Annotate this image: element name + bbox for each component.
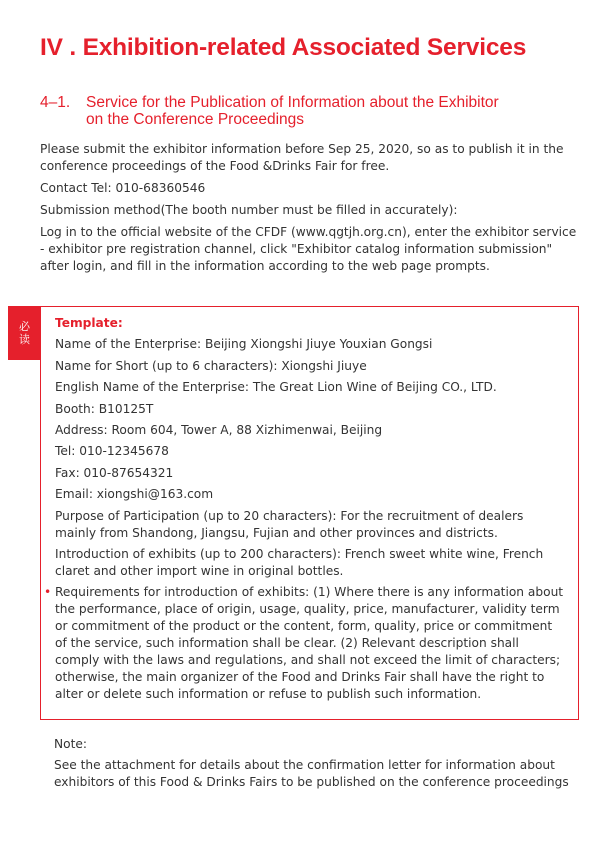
template-line: Email: xiongshi@163.com bbox=[55, 487, 214, 502]
section-title-line1 bbox=[40, 94, 580, 111]
section-title-line2: on the Conference Proceedings bbox=[86, 111, 305, 128]
section-title-text: Service for the Publication of Information about the Exhibitor bbox=[86, 94, 499, 111]
template-line: Name for Short (up to 6 characters): Xiongshi Jiuye bbox=[55, 358, 367, 373]
template-line: Address: Room 604, Tower A, 88 Xizhimenwai, Beijing bbox=[55, 422, 383, 437]
section-title bbox=[40, 94, 580, 128]
template-line: Fax: 010-87654321 bbox=[55, 465, 174, 480]
template-line: Name of the Enterprise: Beijing Xiongshi Jiuye Youxian Gongsi bbox=[55, 337, 433, 352]
requirements-paragraph bbox=[44, 584, 567, 703]
note-text: See the attachment for details about the confirmation letter for information about exhibitors of this Food & Drinks Fairs to be published on the conference proceedings bbox=[54, 758, 569, 789]
template-line: Booth: B10125T bbox=[55, 401, 154, 416]
submission-instructions: Log in to the official website of the CFDF (www.qgtjh.org.cn), enter the exhibitor service - exhibitor pre registration channel, click "Exhibitor catalog information submission" after login, and fill in the information according to the web page prompts. bbox=[40, 225, 577, 273]
page-heading: IV . Exhibition-related Associated Services bbox=[40, 34, 527, 61]
contact-tel: Contact Tel: 010-68360546 bbox=[40, 181, 206, 195]
tab-char-1: 必 bbox=[19, 320, 30, 333]
bullet-icon: • bbox=[44, 585, 52, 600]
submission-method: Submission method(The booth number must be filled in accurately): bbox=[40, 203, 458, 217]
template-line: Purpose of Participation (up to 20 characters): For the recruitment of dealers mainly from Shandong, Jiangsu, Fujian and other provinces and districts. bbox=[55, 508, 524, 540]
intro-paragraph: Please submit the exhibitor information before Sep 25, 2020, so as to publish it in the conference proceedings of the Food &Drinks Fair for free. bbox=[40, 142, 564, 173]
template-line: English Name of the Enterprise: The Great Lion Wine of Beijing CO., LTD. bbox=[55, 380, 497, 395]
must-read-tab bbox=[8, 306, 41, 360]
section-number: 4–1. bbox=[40, 94, 71, 111]
note-label: Note: bbox=[54, 737, 87, 751]
intro-block bbox=[40, 141, 580, 280]
requirements-text: Requirements for introduction of exhibits: (1) Where there is any information about the performance, place of origin, usage, quality, price, manufacturer, validity term or commitment of the product or the content, form, quality, price or commitment of the service, such information shall be clear. (2) Relevant description shall comply with the laws and regulations, and shall not exceed the limit of characters; otherwise, the main organizer of the Food and Drinks Fair shall have the right to alter or delete such information or refuse to publish such information. bbox=[55, 585, 564, 702]
note-block bbox=[54, 736, 579, 795]
tab-char-2: 读 bbox=[19, 333, 30, 346]
template-line: Tel: 010-12345678 bbox=[55, 444, 169, 459]
template-content bbox=[44, 315, 567, 708]
template-title: Template: bbox=[55, 316, 123, 330]
template-line: Introduction of exhibits (up to 200 characters): French sweet white wine, French claret and other import wine in original bottles. bbox=[55, 546, 544, 578]
